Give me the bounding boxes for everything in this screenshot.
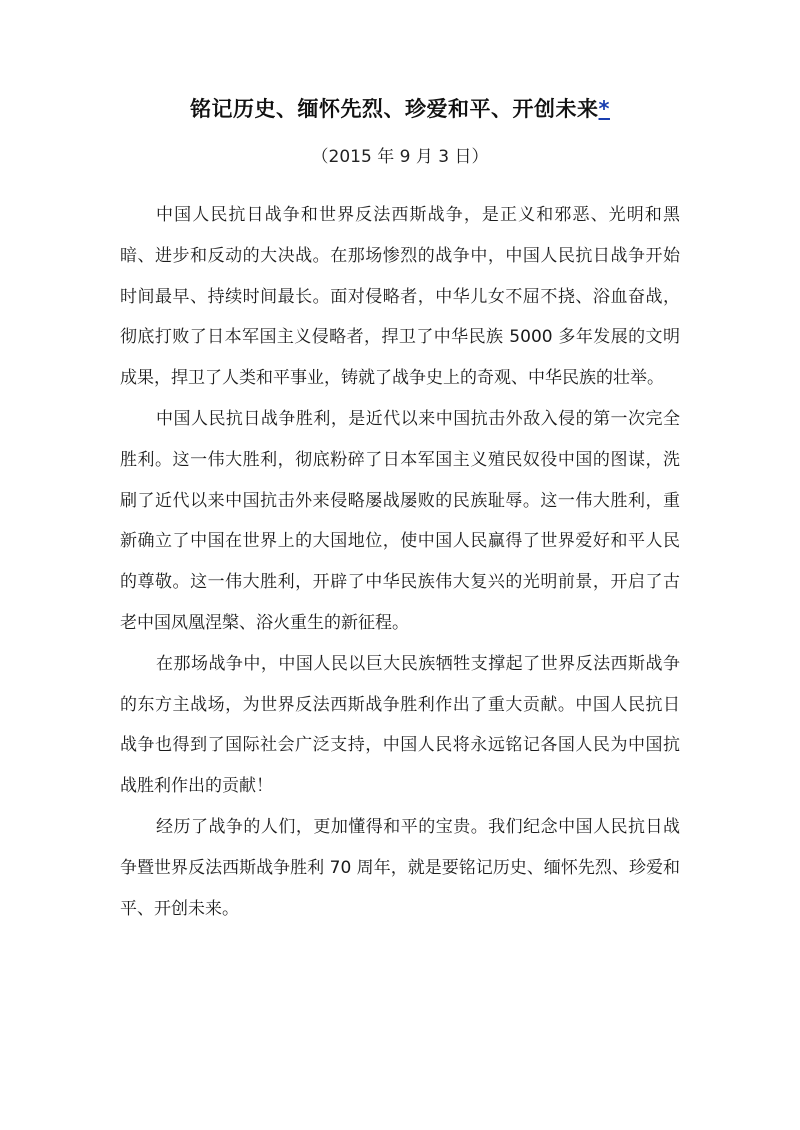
document-date: （2015 年 9 月 3 日） [311,147,489,167]
paragraph-2: 中国人民抗日战争胜利，是近代以来中国抗击外敌入侵的第一次完全胜利。这一伟大胜利，彻底粉碎了日本军国主义殖民奴役中国的图谋，洗刷了近代以来中国抗击外来侵略屡战屡败的民族耻辱。这一伟大胜利，重新确立了中国在世界上的大国地位，使中国人民赢得了世界爱好和平人民的尊敬。这一伟大胜利，开辟了中华民族伟大复兴的光明前景，开启了古老中国凤凰涅槃、浴火重生的新征程。 [120,408,680,633]
document-body [120,195,680,929]
paragraph-1: 中国人民抗日战争和世界反法西斯战争，是正义和邪恶、光明和黑暗、进步和反动的大决战。在那场惨烈的战争中，中国人民抗日战争开始时间最早、持续时间最长。面对侵略者，中华儿女不屈不挠、浴血奋战，彻底打败了日本军国主义侵略者，捍卫了中华民族 5000 多年发展的文明成果，捍卫了人类和平事业，铸就了战争史上的奇观、中华民族的壮举。 [120,205,680,389]
title-text: 铭记历史、缅怀先烈、珍爱和平、开创未来 [190,97,599,121]
paragraph-4: 经历了战争的人们，更加懂得和平的宝贵。我们纪念中国人民抗日战争暨世界反法西斯战争胜利 70 周年，就是要铭记历史、缅怀先烈、珍爱和平、开创未来。 [120,816,680,919]
title-footnote-link[interactable]: * [598,97,610,121]
paragraph-3: 在那场战争中，中国人民以巨大民族牺牲支撑起了世界反法西斯战争的东方主战场，为世界反法西斯战争胜利作出了重大贡献。中国人民抗日战争也得到了国际社会广泛支持，中国人民将永远铭记各国人民为中国抗战胜利作出的贡献！ [120,653,680,797]
document-title [0,93,800,125]
